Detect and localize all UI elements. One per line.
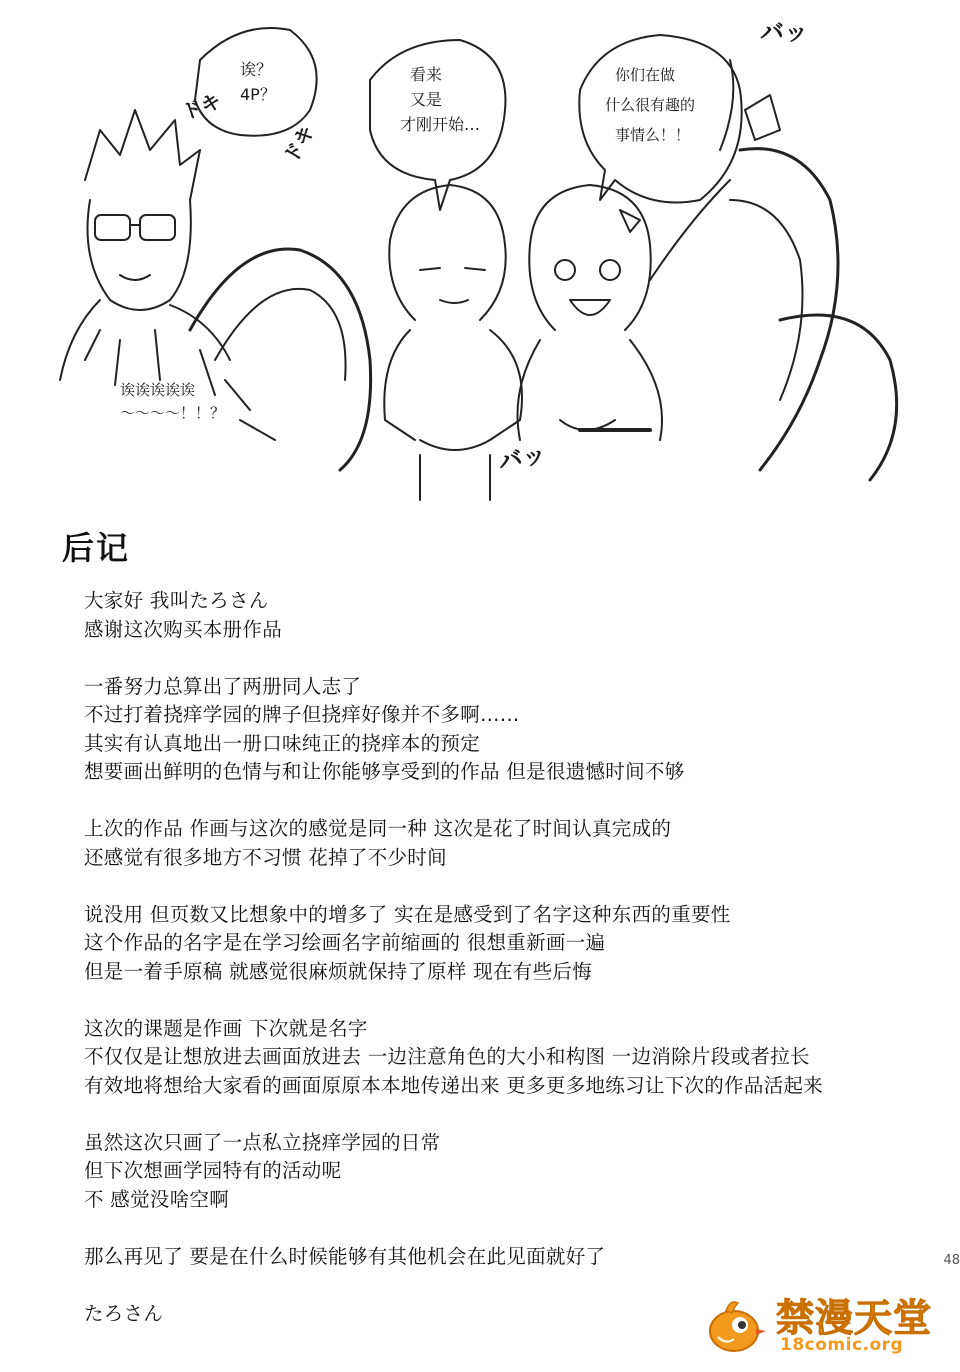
text-line: 但是一着手原稿 就感觉很麻烦就保持了原样 现在有些后悔 bbox=[84, 959, 592, 983]
bubble-text-center-3: 才刚开始… bbox=[400, 115, 481, 134]
paragraph bbox=[84, 673, 944, 787]
shout-text-2: 〜〜〜〜！！？ bbox=[120, 404, 226, 422]
text-line: 一番努力总算出了两册同人志了 bbox=[84, 674, 362, 698]
text-line: 有效地将想给大家看的画面原原本本地传递出来 更多更多地练习让下次的作品活起来 bbox=[84, 1073, 824, 1097]
watermark bbox=[700, 1285, 950, 1365]
text-line: 那么再见了 要是在什么时候能够有其他机会在此见面就好了 bbox=[84, 1244, 606, 1268]
watermark-url: 18comic.org bbox=[780, 1335, 904, 1355]
bubble-text-glasses-2: 4P？ bbox=[240, 85, 276, 104]
text-line: 感谢这次购买本册作品 bbox=[84, 617, 283, 641]
afterword-heading: 后记 bbox=[62, 529, 131, 567]
text-line: 说没用 但页数又比想象中的增多了 实在是感受到了名字这种东西的重要性 bbox=[84, 902, 731, 926]
afterword-body bbox=[84, 587, 944, 1328]
text-line: 不过打着挠痒学园的牌子但挠痒好像并不多啊…… bbox=[84, 703, 520, 726]
sfx-doki-1: ドキ bbox=[178, 88, 225, 125]
author-signature: たろさん bbox=[84, 1301, 164, 1325]
paragraph bbox=[84, 1129, 944, 1215]
text-line: 虽然这次只画了一点私立挠痒学园的日常 bbox=[84, 1130, 441, 1154]
sfx-doki-2: ドキ bbox=[278, 120, 320, 168]
text-line: 不仅仅是让想放进去画面放进去 一边注意角色的大小和构图 一边消除片段或者拉长 bbox=[84, 1045, 810, 1068]
paragraph bbox=[84, 1015, 944, 1101]
text-line: 不 感觉没啥空啊 bbox=[84, 1187, 230, 1211]
bubble-text-center-2: 又是 bbox=[410, 90, 443, 109]
text-line: 想要画出鲜明的色情与和让你能够享受到的作品 但是很遗憾时间不够 bbox=[84, 760, 685, 783]
paragraph bbox=[84, 815, 944, 872]
text-line: 但下次想画学园特有的活动呢 bbox=[84, 1159, 342, 1182]
paragraph bbox=[84, 1243, 944, 1272]
bubble-text-center-1: 看来 bbox=[410, 65, 443, 84]
sfx-ba-2: バッ bbox=[496, 439, 549, 476]
bird-logo-icon bbox=[704, 1293, 768, 1357]
bubble-text-glasses-1: 诶？ bbox=[240, 60, 273, 79]
bubble-text-right-1: 你们在做 bbox=[615, 66, 676, 84]
sketch-drawing bbox=[40, 0, 960, 505]
bubble-text-right-3: 事情么！！ bbox=[615, 126, 691, 144]
shout-text-1: 诶诶诶诶诶 bbox=[120, 381, 196, 399]
sketch-illustration bbox=[40, 0, 960, 505]
text-line: 还感觉有很多地方不习惯 花掉了不少时间 bbox=[84, 845, 447, 869]
page-number: 48 bbox=[943, 1253, 960, 1268]
text-line: 这个作品的名字是在学习绘画名字前缩画的 很想重新画一遍 bbox=[84, 931, 606, 954]
sfx-ba-1: バッ bbox=[760, 18, 808, 46]
text-line: 大家好 我叫たろさん bbox=[84, 589, 269, 612]
text-line: 其实有认真地出一册口味纯正的挠痒本的预定 bbox=[84, 731, 481, 755]
text-line: 这次的课题是作画 下次就是名字 bbox=[84, 1016, 368, 1040]
bubble-text-right-2: 什么很有趣的 bbox=[605, 96, 696, 114]
text-line: 上次的作品 作画与这次的感觉是同一种 这次是花了时间认真完成的 bbox=[84, 817, 672, 840]
paragraph bbox=[84, 587, 944, 644]
paragraph bbox=[84, 901, 944, 987]
watermark-name: 禁漫天堂 bbox=[776, 1296, 933, 1340]
